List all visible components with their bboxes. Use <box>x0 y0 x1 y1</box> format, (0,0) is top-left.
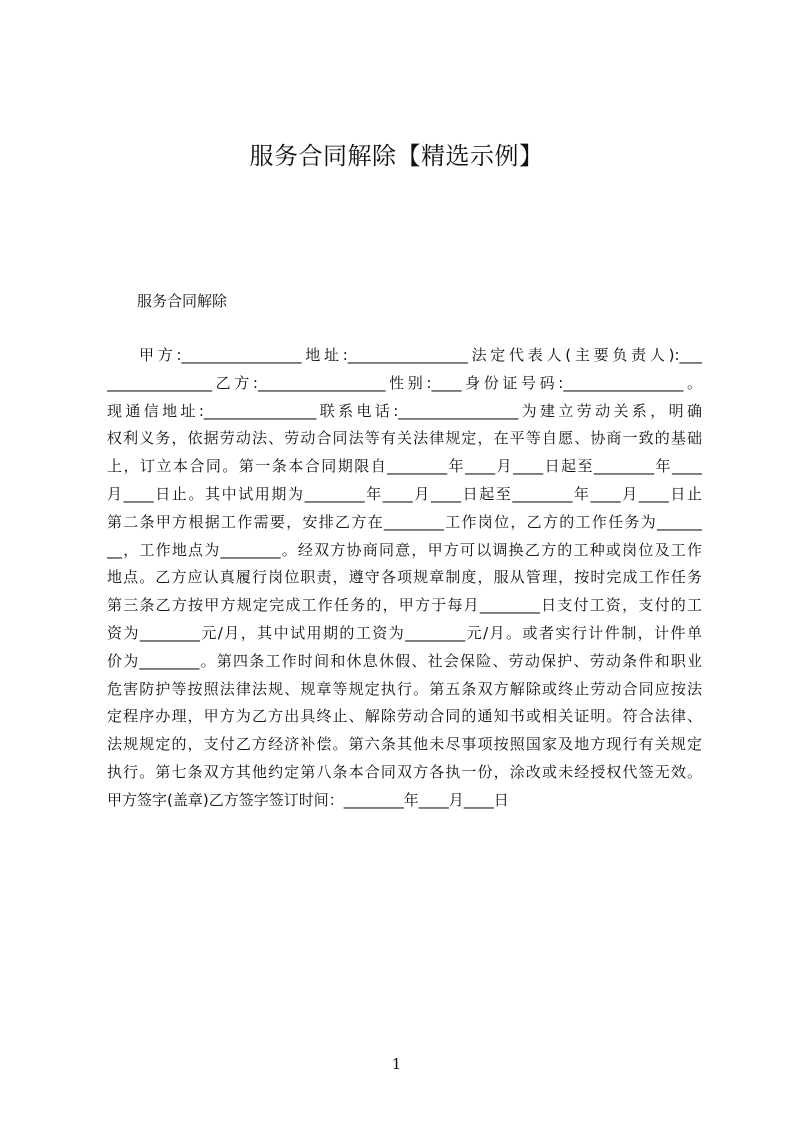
signature-line: 甲方签字(盖章)乙方签字签订时间：________年____月____日 <box>107 790 509 809</box>
body-line: 价为________。第四条工作时间和休息休假、社会保险、劳动保护、劳动条件和职业 <box>107 651 702 670</box>
body-line: 地点。乙方应认真履行岗位职责，遵守各项规章制度，服从管理，按时完成工作任务 <box>107 568 702 587</box>
body-line: __，工作地点为________。经双方协商同意，甲方可以调换乙方的工种或岗位及工作 <box>107 540 702 559</box>
body-line: 上，订立本合同。第一条本合同期限自________年____月____日起至________年____ <box>107 457 702 476</box>
body-line: ______________乙方:_________________性别:____身份证号码:________________。 <box>107 373 702 392</box>
body-line: 法规规定的，支付乙方经济补偿。第六条其他未尽事项按照国家及地方现行有关规定 <box>107 735 702 754</box>
body-line: 执行。第七条双方其他约定第八条本合同双方各执一份，涂改或未经授权代签无效。 <box>107 762 702 781</box>
body-line: 现通信地址:_______________联系电话:________________为建立劳动关系，明确 <box>107 401 702 420</box>
contract-body <box>107 342 702 815</box>
body-line: 权利义务，依据劳动法、劳动合同法等有关法律规定，在平等自愿、协商一致的基础 <box>107 429 702 448</box>
document-title: 服务合同解除【精选示例】 <box>249 142 544 170</box>
page-number: 1 <box>391 1055 402 1073</box>
body-line: 危害防护等按照法律法规、规章等规定执行。第五条双方解除或终止劳动合同应按法 <box>107 679 702 698</box>
body-line: 甲方:________________地址:________________法定代表人(主要负责人):___ <box>139 346 702 364</box>
document-subtitle: 服务合同解除 <box>137 292 228 310</box>
body-line: 第二条甲方根据工作需要，安排乙方在________工作岗位，乙方的工作任务为______ <box>107 512 702 531</box>
body-line: 月____日止。其中试用期为________年____月____日起至________年____月____日止 <box>107 484 702 503</box>
body-line: 第三条乙方按甲方规定完成工作任务的，甲方于每月________日支付工资，支付的工 <box>107 596 702 615</box>
body-line: 资为________元/月，其中试用期的工资为________元/月。或者实行计件制，计件单 <box>107 623 702 642</box>
body-line: 定程序办理，甲方为乙方出具终止、解除劳动合同的通知书或相关证明。符合法律、 <box>107 707 702 726</box>
